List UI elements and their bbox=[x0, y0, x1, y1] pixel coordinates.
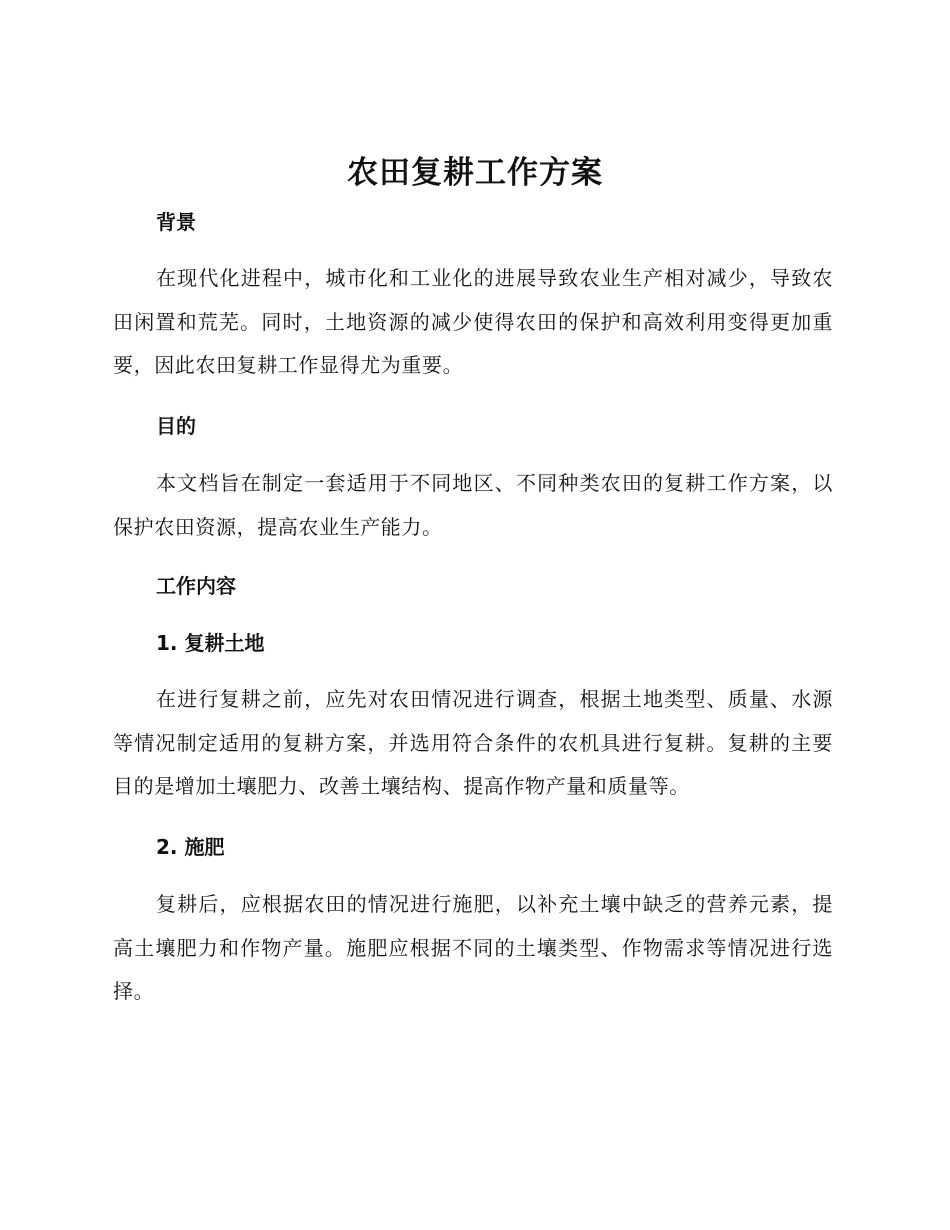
section-paragraph-reclaim-land: 在进行复耕之前，应先对农田情况进行调查，根据土地类型、质量、水源等情况制定适用的复耕方案，并选用符合条件的农机具进行复耕。复耕的主要目的是增加土壤肥力、改善土壤结构、提高作物产量和质量等。 bbox=[113, 687, 833, 798]
section-paragraph-fertilize: 复耕后，应根据农田的情况进行施肥，以补充土壤中缺乏的营养元素，提高土壤肥力和作物产量。施肥应根据不同的土壤类型、作物需求等情况进行选择。 bbox=[113, 892, 833, 1003]
section-heading-fertilize: 2. 施肥 bbox=[156, 835, 225, 859]
section-heading-reclaim-land: 1. 复耕土地 bbox=[156, 631, 265, 655]
section-heading-work-content: 工作内容 bbox=[156, 574, 236, 598]
section-heading-purpose: 目的 bbox=[156, 414, 196, 438]
section-heading-background: 背景 bbox=[156, 210, 196, 234]
document-title: 农田复耕工作方案 bbox=[347, 155, 603, 191]
section-paragraph-background: 在现代化进程中，城市化和工业化的进展导致农业生产相对减少，导致农田闲置和荒芜。同时，土地资源的减少使得农田的保护和高效利用变得更加重要，因此农田复耕工作显得尤为重要。 bbox=[113, 266, 833, 377]
section-paragraph-purpose: 本文档旨在制定一套适用于不同地区、不同种类农田的复耕工作方案，以保护农田资源，提高农业生产能力。 bbox=[113, 471, 833, 539]
